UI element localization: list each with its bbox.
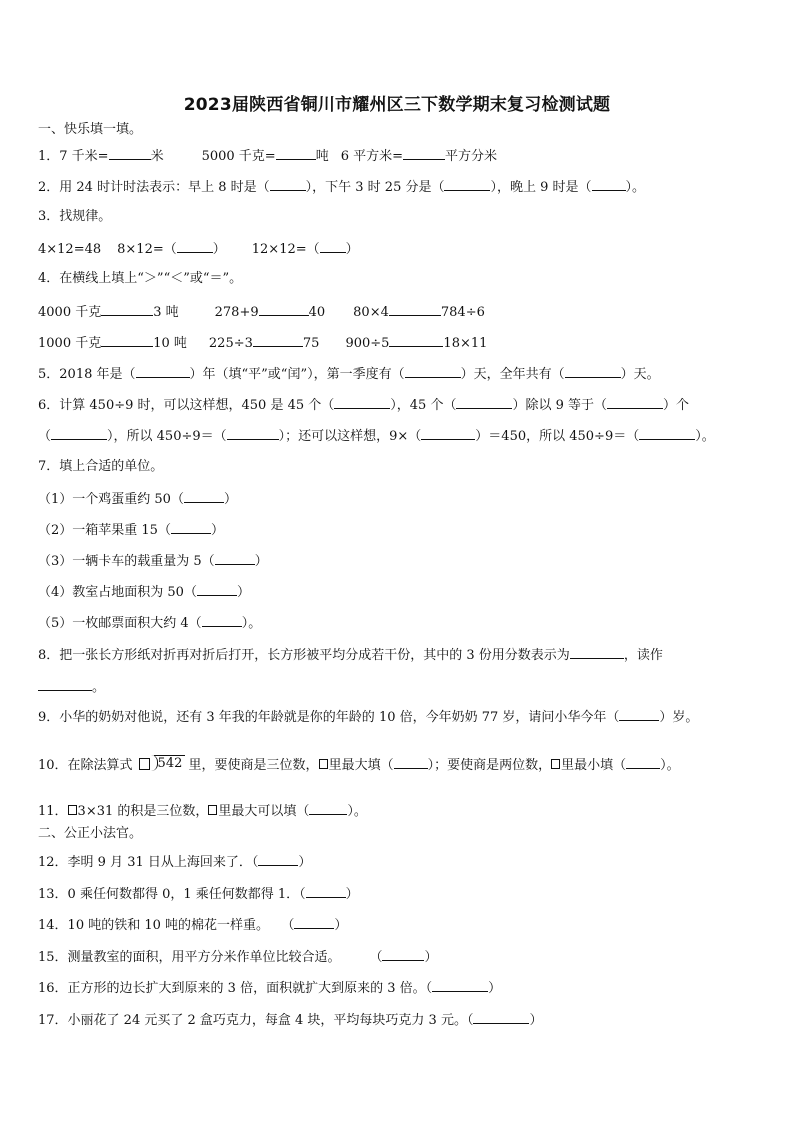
answer-blank[interactable] xyxy=(258,853,298,866)
question-14: 14．10 吨的铁和 10 吨的棉花一样重。 （ ） xyxy=(38,918,348,933)
question-4: 4．在横线上填上“＞”“＜”或“＝”。 xyxy=(38,271,243,286)
answer-blank[interactable] xyxy=(405,365,461,378)
question-2: 2．用 24 时计时法表示：早上 8 时是（ ），下午 3 时 25 分是（ ），晚上 9 时是（ ）。 xyxy=(38,180,646,195)
answer-blank[interactable] xyxy=(565,365,621,378)
answer-blank[interactable] xyxy=(294,916,334,929)
answer-blank[interactable] xyxy=(227,427,279,440)
question-1: 1．7 千米= 米 5000 千克= 吨 6 平方米= 平方分米 xyxy=(38,149,498,164)
answer-blank[interactable] xyxy=(570,646,624,659)
answer-blank[interactable] xyxy=(38,678,92,691)
question-6-line-1: 6．计算 450÷9 时，可以这样想，450 是 45 个（ ），45 个（ ）除以 9 等于（ ）个 xyxy=(38,398,690,413)
page-title: 2023届陕西省铜川市耀州区三下数学期末复习检测试题 xyxy=(183,95,611,115)
answer-blank[interactable] xyxy=(177,240,213,253)
empty-box-icon xyxy=(551,759,560,769)
empty-box-icon xyxy=(319,759,328,769)
answer-blank[interactable] xyxy=(432,979,488,992)
list-item: （2）一箱苹果重 15（ ） xyxy=(38,523,224,538)
answer-blank[interactable] xyxy=(394,756,428,769)
section-heading: 一、快乐填一填。 xyxy=(38,122,143,137)
question-11: 11． 3×31 的积是三位数， 里最大可以填（ ）。 xyxy=(38,804,367,819)
question-12: 12．李明 9 月 31 日从上海回来了．（ ） xyxy=(38,855,312,870)
question-16: 16．正方形的边长扩大到原来的 3 倍，面积就扩大到原来的 3 倍。（ ） xyxy=(38,981,502,996)
answer-blank[interactable] xyxy=(382,948,424,961)
division-bracket-icon: 542 xyxy=(135,755,187,773)
answer-blank[interactable] xyxy=(619,708,659,721)
answer-blank[interactable] xyxy=(309,802,347,815)
answer-blank[interactable] xyxy=(253,334,303,347)
question-10: 10．在除法算式 542 里，要使商是三位数， 里最大填（ ）；要使商是两位数， 里最小填（ ）。 xyxy=(38,756,680,773)
answer-blank[interactable] xyxy=(215,552,255,565)
answer-blank[interactable] xyxy=(456,396,512,409)
question-7: 7．填上合适的单位。 xyxy=(38,459,164,474)
answer-blank[interactable] xyxy=(101,334,153,347)
question-8-cont: 。 xyxy=(38,678,105,696)
answer-blank[interactable] xyxy=(473,1011,529,1024)
question-4-row-2: 1000 千克 10 吨 225÷3 75 900÷5 18×11 xyxy=(38,336,488,351)
empty-box-icon xyxy=(68,805,77,815)
list-item: （4）教室占地面积为 50（ ） xyxy=(38,585,250,600)
answer-blank[interactable] xyxy=(389,334,443,347)
answer-blank[interactable] xyxy=(421,427,475,440)
answer-blank[interactable] xyxy=(197,583,237,596)
question-13: 13．0 乘任何数都得 0，1 乘任何数都得 1．（ ） xyxy=(38,887,359,902)
question-9: 9．小华的奶奶对他说，还有 3 年我的年龄就是你的年龄的 10 倍，今年奶奶 77 岁，请问小华今年（ ）岁。 xyxy=(38,710,699,725)
answer-blank[interactable] xyxy=(592,178,626,191)
empty-box-icon xyxy=(208,805,217,815)
question-6-line-2: （ ），所以 450÷9＝（ ）；还可以这样想，9×（ ）＝450，所以 450÷9＝（ ）。 xyxy=(38,429,715,444)
question-15: 15．测量教室的面积，用平方分米作单位比较合适。 （ ） xyxy=(38,950,438,965)
answer-blank[interactable] xyxy=(444,178,490,191)
empty-box-icon xyxy=(139,758,150,770)
answer-blank[interactable] xyxy=(109,147,151,160)
answer-blank[interactable] xyxy=(276,147,316,160)
list-item: （5）一枚邮票面积大约 4（ ）。 xyxy=(38,616,262,631)
answer-blank[interactable] xyxy=(184,490,224,503)
answer-blank[interactable] xyxy=(202,614,242,627)
list-item: （3）一辆卡车的载重量为 5（ ） xyxy=(38,554,268,569)
answer-blank[interactable] xyxy=(306,885,346,898)
answer-blank[interactable] xyxy=(626,756,660,769)
question-5: 5．2018 年是（ ）年（填“平”或“闰”），第一季度有（ ）天，全年共有（ ）天。 xyxy=(38,367,660,382)
answer-blank[interactable] xyxy=(403,147,445,160)
question-4-row-1: 4000 千克 3 吨 278+9 40 80×4 784÷6 xyxy=(38,305,485,320)
question-3-row: 4×12=48 8×12=（ ） 12×12=（ ） xyxy=(38,242,359,257)
answer-blank[interactable] xyxy=(259,303,309,316)
answer-blank[interactable] xyxy=(101,303,153,316)
answer-blank[interactable] xyxy=(607,396,663,409)
answer-blank[interactable] xyxy=(136,365,190,378)
answer-blank[interactable] xyxy=(320,240,346,253)
answer-blank[interactable] xyxy=(171,521,211,534)
answer-blank[interactable] xyxy=(270,178,306,191)
answer-blank[interactable] xyxy=(389,303,441,316)
question-17: 17．小丽花了 24 元买了 2 盒巧克力，每盒 4 块，平均每块巧克力 3 元。（ ） xyxy=(38,1013,543,1028)
list-item: （1）一个鸡蛋重约 50（ ） xyxy=(38,492,237,507)
answer-blank[interactable] xyxy=(51,427,107,440)
answer-blank[interactable] xyxy=(639,427,695,440)
section-heading: 二、公正小法官。 xyxy=(38,826,143,841)
question-3: 3．找规律。 xyxy=(38,209,112,224)
answer-blank[interactable] xyxy=(334,396,390,409)
question-8: 8．把一张长方形纸对折再对折后打开，长方形被平均分成若干份，其中的 3 份用分数表示为 ，读作 xyxy=(38,648,663,663)
